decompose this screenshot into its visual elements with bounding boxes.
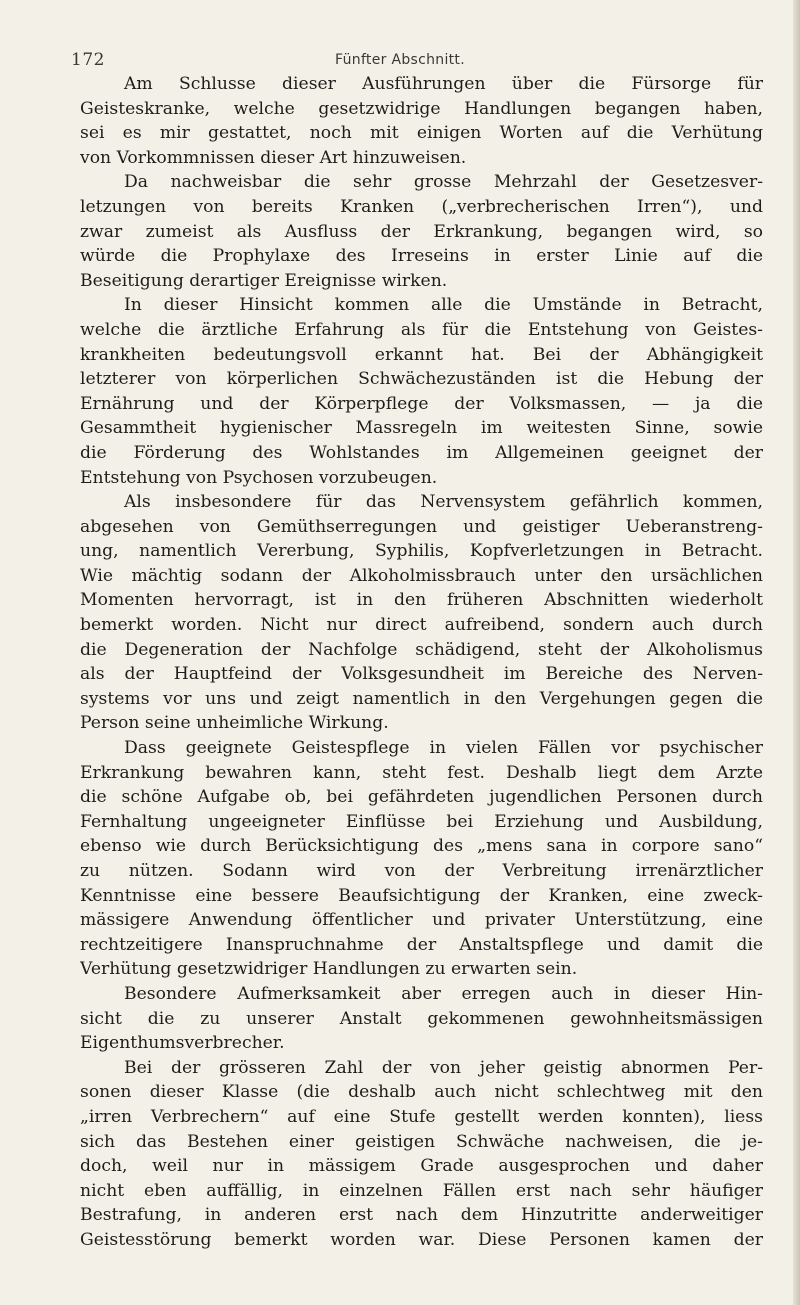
page-number: 172	[71, 50, 105, 70]
text-line: sei es mir gestattet, noch mit einigen Worten auf die Verhütung	[80, 123, 763, 144]
text-line: Eigenthumsverbrecher.	[80, 1033, 285, 1054]
page-header	[0, 0, 800, 80]
text-line: als der Hauptfeind der Volksgesundheit im Bereiche des Nerven-	[80, 664, 763, 685]
body-text	[80, 72, 763, 1253]
text-line: abgesehen von Gemüthserregungen und geistiger Ueberanstreng-	[80, 516, 763, 537]
text-line: Entstehung von Psychosen vorzubeugen.	[80, 467, 438, 488]
text-line: von Vorkommnissen dieser Art hinzuweisen.	[80, 147, 467, 168]
paragraph	[80, 736, 763, 982]
text-line: bemerkt worden. Nicht nur direct aufreibend, sondern auch durch	[80, 615, 763, 636]
text-line: zu nützen. Sodann wird von der Verbreitung irrenärztlicher	[80, 861, 763, 881]
page-edge	[793, 0, 800, 1305]
text-line: Bei der grösseren Zahl der von jeher geistig abnormen Per-	[124, 1057, 763, 1078]
text-line: die Förderung des Wohlstandes im Allgemeinen geeignet der	[80, 442, 763, 463]
text-line: Wie mächtig sodann der Alkoholmissbrauch unter den ursächlichen	[80, 565, 763, 586]
text-line: Bestrafung, in anderen erst nach dem Hinzutritte anderweitiger	[80, 1205, 763, 1226]
text-line: die schöne Aufgabe ob, bei gefährdeten jugendlichen Personen durch	[80, 787, 763, 808]
text-line: sonen dieser Klasse (die deshalb auch nicht schlechtweg mit den	[80, 1082, 763, 1103]
text-line: letzungen von bereits Kranken („verbrecherischen Irren“), und	[80, 196, 763, 217]
text-line: rechtzeitigere Inanspruchnahme der Anstaltspflege und damit die	[80, 934, 763, 955]
paragraph	[80, 490, 763, 736]
text-line: Person seine unheimliche Wirkung.	[80, 713, 389, 734]
text-line: Beseitigung derartiger Ereignisse wirken.	[80, 270, 448, 291]
running-head: Fünfter Abschnitt.	[335, 52, 465, 68]
text-line: krankheiten bedeutungsvoll erkannt hat. Bei der Abhängigkeit	[80, 344, 763, 365]
paragraph	[80, 72, 763, 170]
paragraph	[80, 982, 763, 1056]
text-line: letzterer von körperlichen Schwächezuständen ist die Hebung der	[80, 369, 763, 390]
paragraph	[80, 1056, 763, 1253]
text-line: ung, namentlich Vererbung, Syphilis, Kopfverletzungen in Betracht.	[80, 541, 763, 562]
text-line: sich das Bestehen einer geistigen Schwäche nachweisen, die je-	[80, 1131, 763, 1152]
text-line: Am Schlusse dieser Ausführungen über die Fürsorge für	[124, 74, 763, 94]
text-line: Fernhaltung ungeeigneter Einflüsse bei Erziehung und Ausbildung,	[80, 811, 763, 832]
text-line: „irren Verbrechern“ auf eine Stufe gestellt werden konnten), liess	[80, 1106, 763, 1127]
text-line: Erkrankung bewahren kann, steht fest. Deshalb liegt dem Arzte	[80, 762, 763, 783]
text-line: sicht die zu unserer Anstalt gekommenen gewohnheitsmässigen	[80, 1008, 763, 1029]
text-line: zwar zumeist als Ausfluss der Erkrankung, begangen wird, so	[80, 221, 763, 242]
text-line: Besondere Aufmerksamkeit aber erregen auch in dieser Hin-	[124, 983, 763, 1004]
paragraph	[80, 293, 763, 490]
text-line: doch, weil nur in mässigem Grade ausgesprochen und daher	[80, 1156, 763, 1177]
text-line: Geisteskranke, welche gesetzwidrige Handlungen begangen haben,	[80, 98, 763, 119]
text-line: die Degeneration der Nachfolge schädigend, steht der Alkoholismus	[80, 639, 763, 660]
paragraph	[80, 170, 763, 293]
text-line: nicht eben auffällig, in einzelnen Fällen erst nach sehr häufiger	[80, 1180, 763, 1201]
text-line: Ernährung und der Körperpflege der Volksmassen, — ja die	[80, 393, 763, 414]
text-line: ebenso wie durch Berücksichtigung des „mens sana in corpore sano“	[80, 836, 763, 857]
text-line: In dieser Hinsicht kommen alle die Umstände in Betracht,	[124, 295, 763, 316]
text-line: Geistesstörung bemerkt worden war. Diese Personen kamen der	[80, 1229, 763, 1250]
text-line: mässigere Anwendung öffentlicher und privater Unterstützung, eine	[80, 910, 763, 931]
text-line: Da nachweisbar die sehr grosse Mehrzahl der Gesetzesver-	[124, 172, 763, 193]
text-line: Verhütung gesetzwidriger Handlungen zu erwarten sein.	[80, 959, 578, 980]
text-line: würde die Prophylaxe des Irreseins in erster Linie auf die	[80, 246, 763, 267]
text-line: systems vor uns und zeigt namentlich in den Vergehungen gegen die	[80, 688, 763, 709]
text-line: welche die ärztliche Erfahrung als für die Entstehung von Geistes-	[80, 319, 763, 340]
text-line: Momenten hervorragt, ist in den früheren Abschnitten wiederholt	[80, 590, 763, 611]
text-line: Dass geeignete Geistespflege in vielen Fällen vor psychischer	[124, 738, 763, 759]
text-line: Gesammtheit hygienischer Massregeln im weitesten Sinne, sowie	[80, 418, 763, 439]
text-line: Als insbesondere für das Nervensystem gefährlich kommen,	[124, 492, 763, 513]
text-line: Kenntnisse eine bessere Beaufsichtigung der Kranken, eine zweck-	[80, 885, 763, 906]
